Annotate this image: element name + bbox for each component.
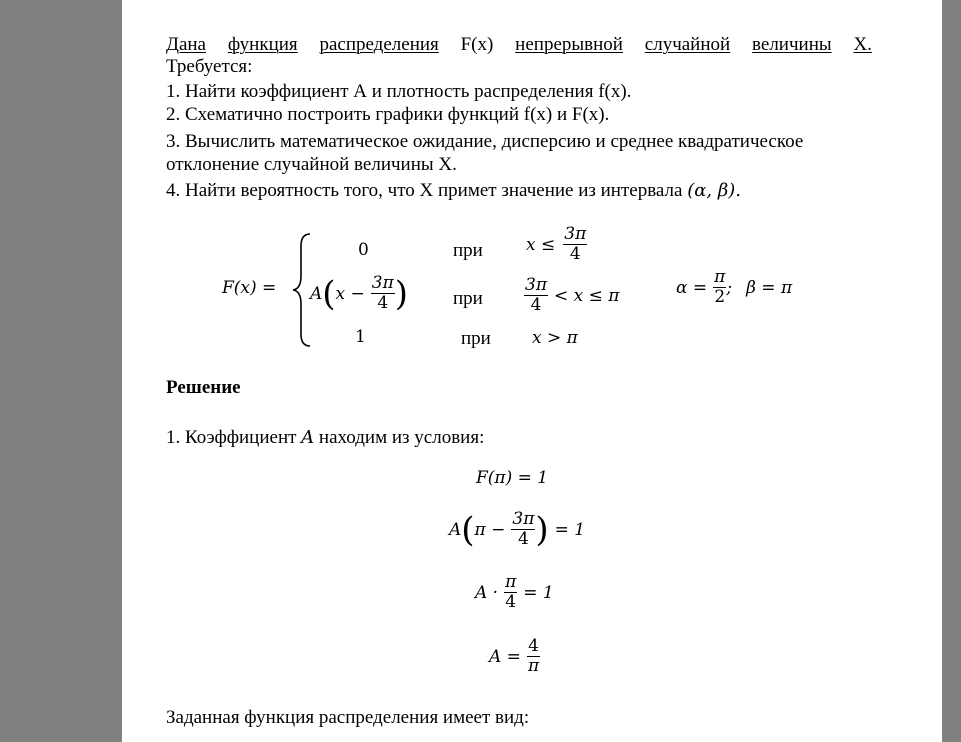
task-item-4 — [166, 180, 741, 202]
open-paren: ( — [322, 273, 336, 314]
case3-value: 1 — [355, 327, 366, 347]
eq3 — [475, 573, 554, 612]
solution-heading: Решение — [166, 377, 241, 398]
eq3-den: 4 — [505, 592, 517, 612]
eq2-rhs: = 1 — [554, 519, 586, 540]
case3-cond: x > π — [532, 328, 578, 348]
eq4-fraction — [527, 637, 540, 676]
task-word: величины — [752, 34, 832, 55]
case2-cond-fraction — [524, 276, 548, 315]
case1-cond: x ≤ — [526, 234, 556, 255]
eq4-den: π — [527, 656, 540, 676]
task-item-3-cont: отклонение случайной величины X. — [166, 154, 457, 175]
eq2-open-paren: ( — [461, 509, 475, 550]
task-word: распределения — [319, 34, 439, 55]
task-word: случайной — [644, 34, 731, 55]
formula-lhs: F(x) = — [222, 278, 277, 298]
task-word: непрерывной — [515, 34, 623, 55]
case2-inner: x − — [335, 283, 365, 304]
step1-post: находим из условия: — [318, 427, 485, 448]
case2-condition — [524, 276, 619, 315]
case3-cond-word: при — [461, 328, 491, 349]
case2-cond: < x ≤ π — [554, 285, 620, 306]
eq2-A: A — [449, 519, 462, 540]
eq4-num: 4 — [528, 636, 539, 656]
eq2-fraction — [511, 510, 535, 549]
case2-den: 4 — [377, 293, 389, 313]
task-line-1 — [166, 34, 872, 56]
task-word: X. — [853, 34, 872, 55]
case1-num: 3π — [564, 224, 587, 244]
interval: (α, β). — [687, 180, 741, 201]
eq2 — [449, 510, 585, 549]
task-requirement: Требуется: — [166, 56, 253, 77]
eq1: F(π) = 1 — [476, 468, 549, 488]
task-word: Дана — [166, 34, 206, 55]
task-item-2: 2. Схематично построить графики функций f(x) и F(x). — [166, 104, 610, 125]
eq2-num: 3π — [512, 509, 535, 529]
alpha-den: 2 — [714, 287, 726, 307]
eq4-lhs: A = — [489, 646, 521, 667]
eq3-rhs: = 1 — [523, 582, 554, 603]
case2-num: 3π — [371, 273, 394, 293]
document-page — [122, 0, 942, 742]
task-word: функция — [227, 34, 298, 55]
case2-value — [310, 274, 408, 313]
close-paren: ) — [394, 273, 409, 314]
case1-value: 0 — [358, 240, 369, 260]
eq2-den: 4 — [517, 529, 529, 549]
closing-text: Заданная функция распределения имеет вид: — [166, 707, 530, 728]
case2-cond-den: 4 — [530, 295, 542, 315]
step1 — [166, 427, 484, 449]
step1-var: A — [301, 427, 315, 448]
alpha-beta — [676, 268, 792, 307]
eq3-fraction — [504, 573, 517, 612]
eq2-inner: π − — [474, 519, 506, 540]
eq2-close-paren: ) — [535, 509, 549, 550]
beta: β = π — [746, 277, 793, 298]
eq3-lhs: A · — [475, 582, 499, 603]
case2-cond-num: 3π — [525, 275, 547, 295]
alpha-num: π — [714, 267, 726, 287]
case2-cond-word: при — [453, 288, 483, 309]
case1-cond-word: при — [453, 240, 483, 261]
case2-fraction — [371, 274, 395, 313]
case1-den: 4 — [569, 244, 581, 264]
task-word: F(x) — [460, 34, 494, 55]
case1-fraction — [563, 225, 587, 264]
task-item-1: 1. Найти коэффициент А и плотность распределения f(x). — [166, 81, 632, 102]
case2-A: A — [310, 283, 323, 304]
alpha-lhs: α = — [676, 277, 708, 298]
task-item-4-text: 4. Найти вероятность того, что X примет значение из интервала — [166, 180, 683, 201]
eq3-num: π — [505, 572, 517, 592]
task-item-3: 3. Вычислить математическое ожидание, дисперсию и среднее квадратическое — [166, 131, 804, 152]
case1-condition — [526, 225, 587, 264]
step1-pre: 1. Коэффициент — [166, 427, 297, 448]
alpha-fraction — [713, 268, 726, 307]
alpha-sep: ; — [726, 277, 733, 298]
eq4 — [489, 637, 540, 676]
